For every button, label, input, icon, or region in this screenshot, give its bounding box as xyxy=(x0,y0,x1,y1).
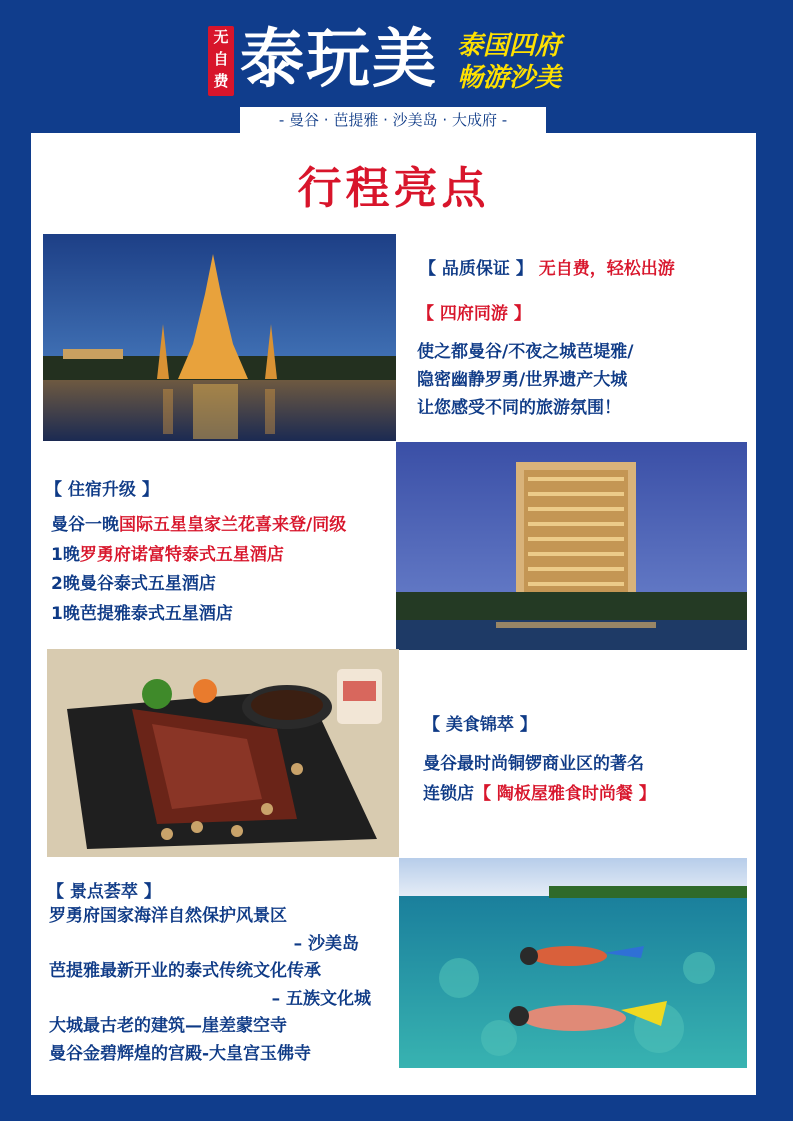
badge-char: 自 xyxy=(213,50,229,68)
hotel-text xyxy=(51,511,346,629)
four-cities-text xyxy=(417,338,633,422)
badge-char: 无 xyxy=(213,28,229,46)
hotel-photo xyxy=(396,442,747,650)
hotel-label: 【 住宿升级 】 xyxy=(45,480,159,500)
food-text xyxy=(423,749,656,809)
hotel-line: 2晚曼谷泰式五星酒店 xyxy=(51,574,216,594)
route-bar: - 曼谷 · 芭提雅 · 沙美岛 · 大成府 - xyxy=(240,107,546,133)
sights-line: 罗勇府国家海洋自然保护风景区 xyxy=(49,906,287,926)
content-panel xyxy=(31,133,756,1095)
hotel-line xyxy=(51,511,346,541)
sights-label: 【 景点荟萃 】 xyxy=(47,882,161,902)
hotel-line-prefix: 曼谷一晚 xyxy=(51,515,119,535)
slogan xyxy=(457,30,607,94)
four-cities-line: 隐密幽静罗勇/世界遗产大城 xyxy=(417,370,628,390)
sights-text xyxy=(49,903,389,1069)
sights-line: 大城最古老的建筑—崖差蒙空寺 xyxy=(49,1016,287,1037)
steak-photo xyxy=(47,649,399,857)
four-cities-line: 让您感受不同的旅游氛围！ xyxy=(417,398,621,418)
temple-night-photo xyxy=(43,234,396,441)
food-line-prefix: 连锁店 xyxy=(423,784,474,804)
four-cities-line: 使之都曼谷/不夜之城芭堤雅/ xyxy=(417,342,634,362)
food-label: 【 美食锦萃 】 xyxy=(423,715,537,735)
quality-label: 【 品质保证 】 xyxy=(419,259,533,279)
food-line-highlight: 【 陶板屋雅食时尚餐 】 xyxy=(474,784,656,804)
food-line: 曼谷最时尚铜锣商业区的著名 xyxy=(423,754,644,774)
badge-char: 费 xyxy=(213,72,229,90)
hotel-line-highlight: 罗勇府诺富特泰式五星酒店 xyxy=(79,544,284,565)
food-line xyxy=(423,779,656,809)
hotel-line-prefix: 1晚 xyxy=(51,544,80,565)
hotel-line-highlight: 国际五星皇家兰花喜来登/同级 xyxy=(119,515,347,535)
quality-guarantee xyxy=(419,254,675,279)
quality-value: 无自费，轻松出游 xyxy=(538,259,675,279)
section-title: 行程亮点 xyxy=(297,163,490,214)
no-extra-fee-badge xyxy=(208,26,234,96)
sights-line: 芭提雅最新开业的泰式传统文化传承 xyxy=(49,961,321,982)
sights-line: – 沙美岛 xyxy=(293,933,359,954)
four-cities-label: 【 四府同游 】 xyxy=(417,304,531,324)
hotel-line xyxy=(51,541,346,571)
slogan-line: 畅游沙美 xyxy=(457,63,562,93)
sights-line: – 五族文化城 xyxy=(271,988,371,1009)
snorkeling-photo xyxy=(399,858,747,1068)
main-title: 泰玩美 xyxy=(240,23,438,97)
hotel-line: 1晚芭提雅泰式五星酒店 xyxy=(51,603,233,624)
slogan-line: 泰国四府 xyxy=(457,31,562,61)
sights-line: 曼谷金碧辉煌的宫殿-大皇宫玉佛寺 xyxy=(49,1043,312,1064)
header xyxy=(0,0,793,135)
